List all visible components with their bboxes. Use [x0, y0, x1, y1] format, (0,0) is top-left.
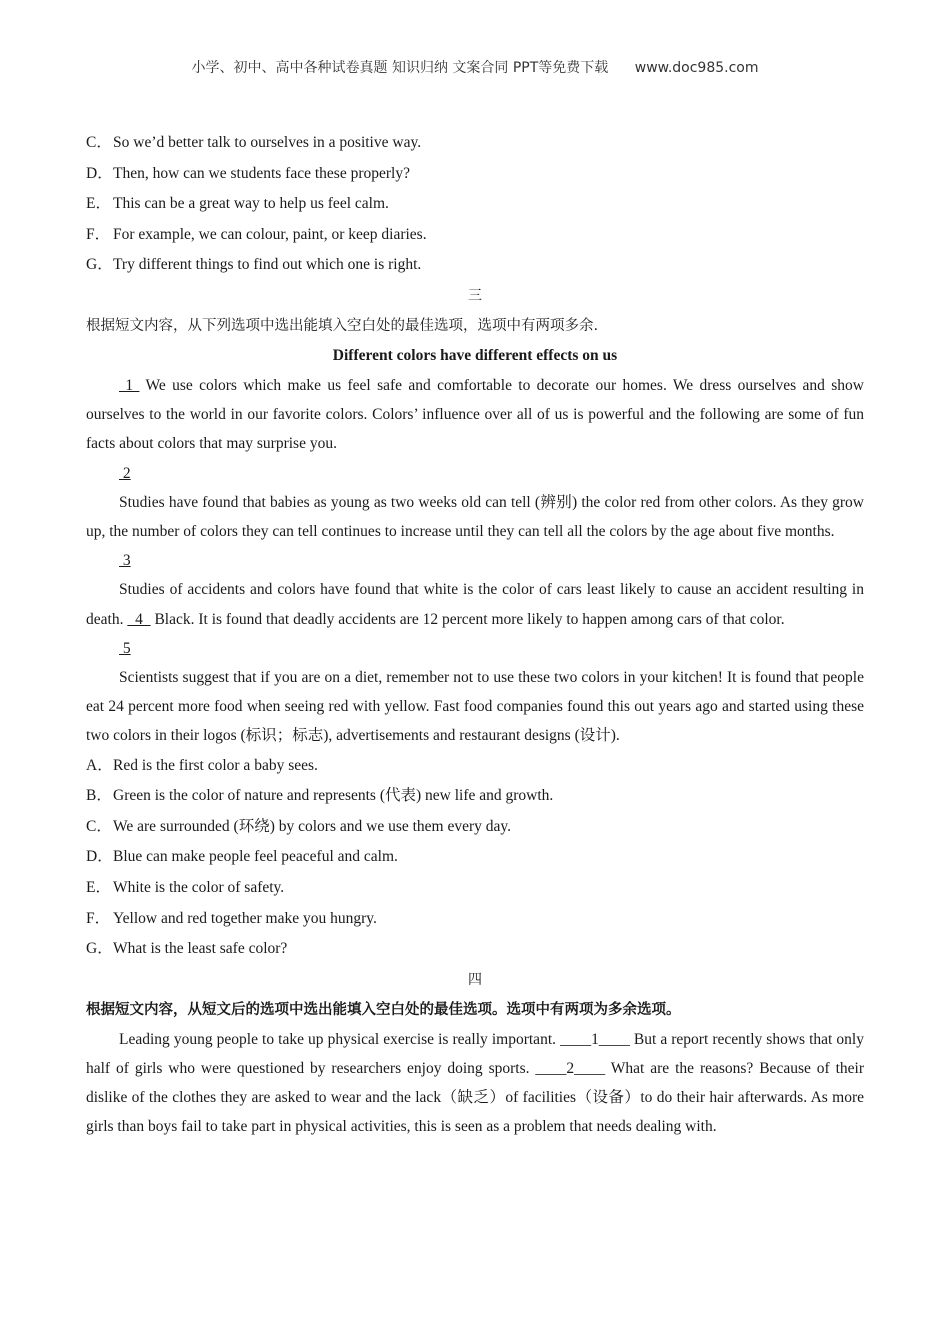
option-item: G．What is the least safe color? — [86, 940, 288, 958]
section-3-number: 三 — [468, 287, 482, 304]
passage-title: Different colors have different effects on us — [332, 346, 618, 364]
section-4-number: 四 — [468, 971, 482, 988]
option-item: E． White is the color of safety. — [86, 878, 285, 896]
section-4-instruction: 根据短文内容，从短文后的选项中选出能填入空白处的最佳选项。选项中有两项为多余选项。 — [86, 1001, 681, 1018]
section-3-options — [86, 751, 864, 965]
option-item: C．We are surrounded (环绕) by colors and we use them every day. — [86, 817, 512, 835]
option-item: C．So we’d better talk to ourselves in a positive way. — [86, 134, 422, 151]
option-item: D．Blue can make people feel peaceful and calm. — [86, 848, 398, 866]
paragraph-1: 1 We use colors which make us feel safe and comfortable to decorate our homes. We dress ourselves and show ourselves to the world in our favorite colors. Colors’ influence over all of us is powerful and the following are some of fun facts about colors that may surprise you. — [86, 376, 864, 453]
page-header — [0, 57, 950, 77]
blank-3: 3 — [119, 552, 131, 570]
blank-5: 5 — [119, 639, 131, 657]
blank-1: ____1____ — [560, 1030, 630, 1048]
blank-2: 2 — [119, 464, 131, 482]
section-3-instruction: 根据短文内容，从下列选项中选出能填入空白处的最佳选项，选项中有两项多余. — [86, 317, 599, 334]
option-item: E． This can be a great way to help us feel calm. — [86, 195, 389, 213]
prev-options-list — [86, 128, 864, 281]
paragraph-2: Studies have found that babies as young as two weeks old can tell (辨别) the color red from other colors. As they grow up, the number of colors they can tell continues to increase until they can tell all the colors by the age about five months. — [86, 493, 864, 540]
paragraph-3: Studies of accidents and colors have found that white is the color of cars least likely to cause an accident resulting in death. 4 Black. It is found that deadly accidents are 12 percent more likely to happen among cars of that color. — [86, 581, 864, 628]
header-text: 小学、初中、高中各种试卷真题 知识归纳 文案合同 PPT等免费下载 — [191, 60, 609, 76]
option-item: D．Then, how can we students face these properly? — [86, 164, 410, 182]
option-item: F． Yellow and red together make you hungry. — [86, 909, 377, 927]
document-body — [86, 128, 864, 1142]
option-item: B．Green is the color of nature and represents (代表) new life and growth. — [86, 787, 554, 805]
option-item: A．Red is the first color a baby sees. — [86, 756, 318, 774]
blank-4: 4 — [127, 610, 151, 628]
blank-2: ____2____ — [535, 1059, 606, 1077]
option-item: F． For example, we can colour, paint, or keep diaries. — [86, 225, 427, 243]
header-url[interactable]: www.doc985.com — [634, 60, 759, 76]
paragraph-5: Scientists suggest that if you are on a diet, remember not to use these two colors in your kitchen! It is found that people eat 24 percent more food when seeing red with yellow. Fast food companies found this out years ago and started using these two colors in their logos (标识；标志), advertisements and restaurant designs (设计). — [86, 669, 864, 745]
section-4-paragraph-1: Leading young people to take up physical exercise is really important. ____1____ But a report recently shows that only half of girls who were questioned by researchers enjoy doing sports. ____2____ What are the reasons? Because of their dislike of the clothes they are asked to wear and the lack（缺乏）of facilities（设备）to do their hair afterwards. As more girls than boys fail to take part in physical activities, this is seen as a problem that needs dealing with. — [86, 1030, 864, 1136]
option-item: G．Try different things to find out which one is right. — [86, 256, 422, 274]
blank-1: 1 — [119, 376, 140, 394]
